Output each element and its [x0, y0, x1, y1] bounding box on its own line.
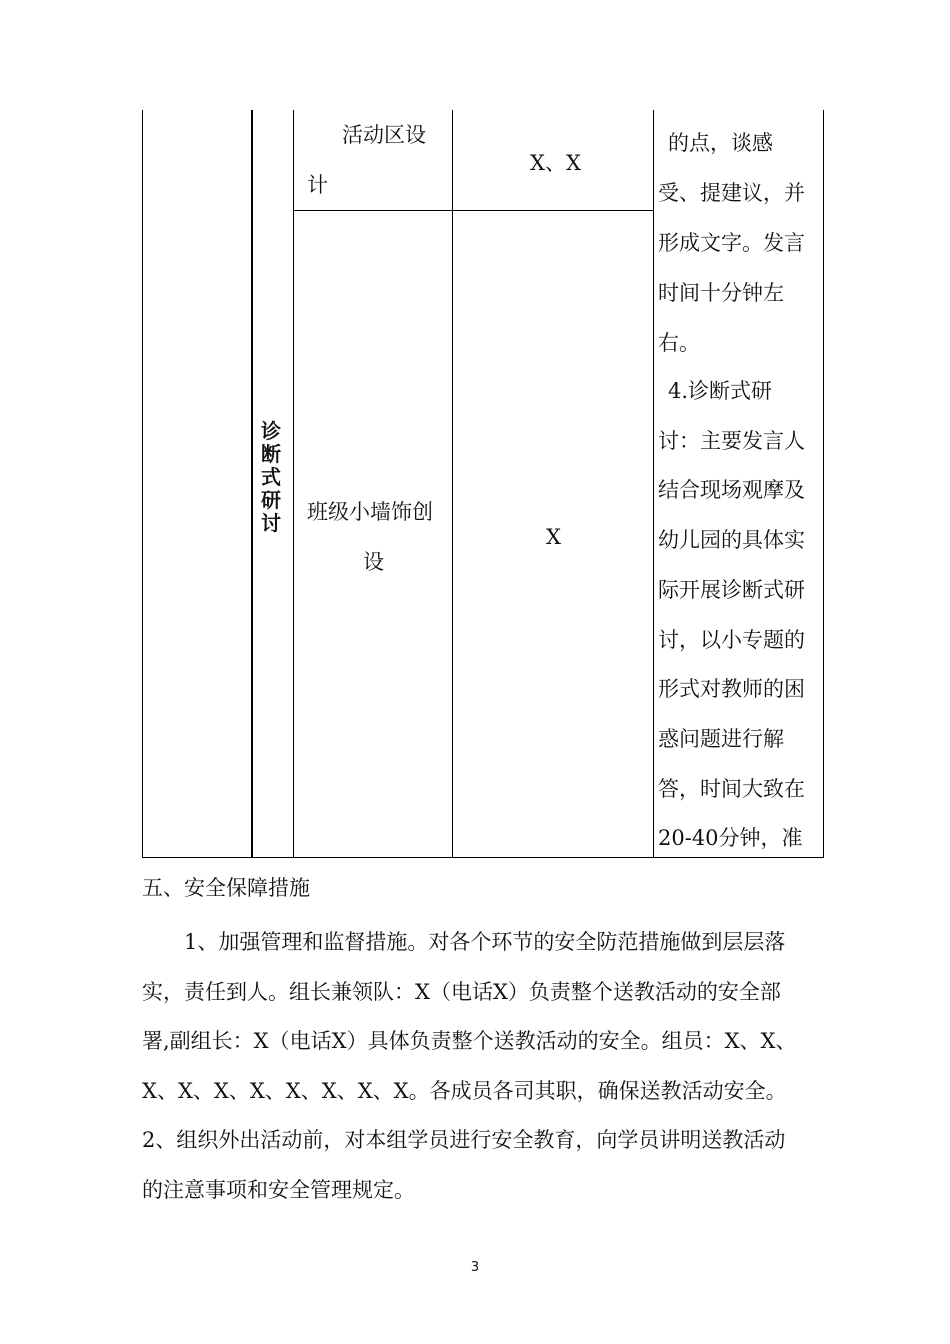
category-char: 断 — [261, 442, 281, 466]
persons-cell: X — [546, 525, 561, 549]
body-line: X、X、X、X、X、X、X、X。各成员各司其职，确保送教活动安全。 — [142, 1079, 787, 1103]
notes-line: 形式对教师的困 — [658, 677, 805, 701]
page-number: 3 — [470, 1260, 480, 1275]
body-line: 署,副组长：X（电话X）具体负责整个送教活动的安全。组员：X、X、 — [142, 1029, 797, 1053]
table-border-left — [142, 110, 143, 858]
table-divider-item — [293, 110, 294, 858]
table-divider-persons — [452, 110, 453, 858]
notes-line: 20-40分钟，准 — [658, 826, 803, 850]
category-char: 讨 — [261, 511, 281, 535]
section-heading: 五、安全保障措施 — [142, 876, 310, 900]
body-line: 实，责任到人。组长兼领队：X（电话X）负责整个送教活动的安全部 — [142, 980, 781, 1004]
notes-line: 4.诊断式研 — [668, 379, 773, 403]
notes-line: 答，时间大致在 — [658, 777, 805, 801]
category-cell — [254, 420, 288, 535]
table-border-right — [823, 110, 824, 858]
table-row-divider — [293, 210, 653, 211]
category-char: 诊 — [261, 419, 281, 443]
notes-line: 讨：主要发言人 — [658, 429, 805, 453]
category-char: 式 — [261, 465, 281, 489]
notes-line: 际开展诊断式研 — [658, 578, 805, 602]
persons-cell: X、X — [530, 151, 581, 175]
body-line: 的注意事项和安全管理规定。 — [142, 1178, 415, 1202]
body-line: 1、加强管理和监督措施。对各个环节的安全防范措施做到层层落 — [142, 930, 786, 954]
category-char: 研 — [261, 488, 281, 512]
item-cell-line: 活动区设 — [342, 123, 426, 147]
notes-line: 的点，谈感 — [668, 131, 773, 155]
item-cell-line: 班级小墙饰创 — [307, 500, 433, 524]
notes-line: 结合现场观摩及 — [658, 478, 805, 502]
body-line: 2、组织外出活动前，对本组学员进行安全教育，向学员讲明送教活动 — [142, 1128, 786, 1152]
notes-line: 幼儿园的具体实 — [658, 528, 805, 552]
notes-line: 讨，以小专题的 — [658, 628, 805, 652]
item-cell-line: 计 — [307, 173, 328, 197]
notes-line: 时间十分钟左 — [658, 281, 784, 305]
notes-line: 受、提建议，并 — [658, 181, 805, 205]
notes-line: 右。 — [658, 331, 700, 355]
table-divider-notes — [653, 110, 654, 858]
table-divider-category — [251, 110, 253, 858]
item-cell-line: 设 — [363, 550, 384, 574]
notes-line: 惑问题进行解 — [658, 727, 784, 751]
notes-line: 形成文字。发言 — [658, 231, 805, 255]
